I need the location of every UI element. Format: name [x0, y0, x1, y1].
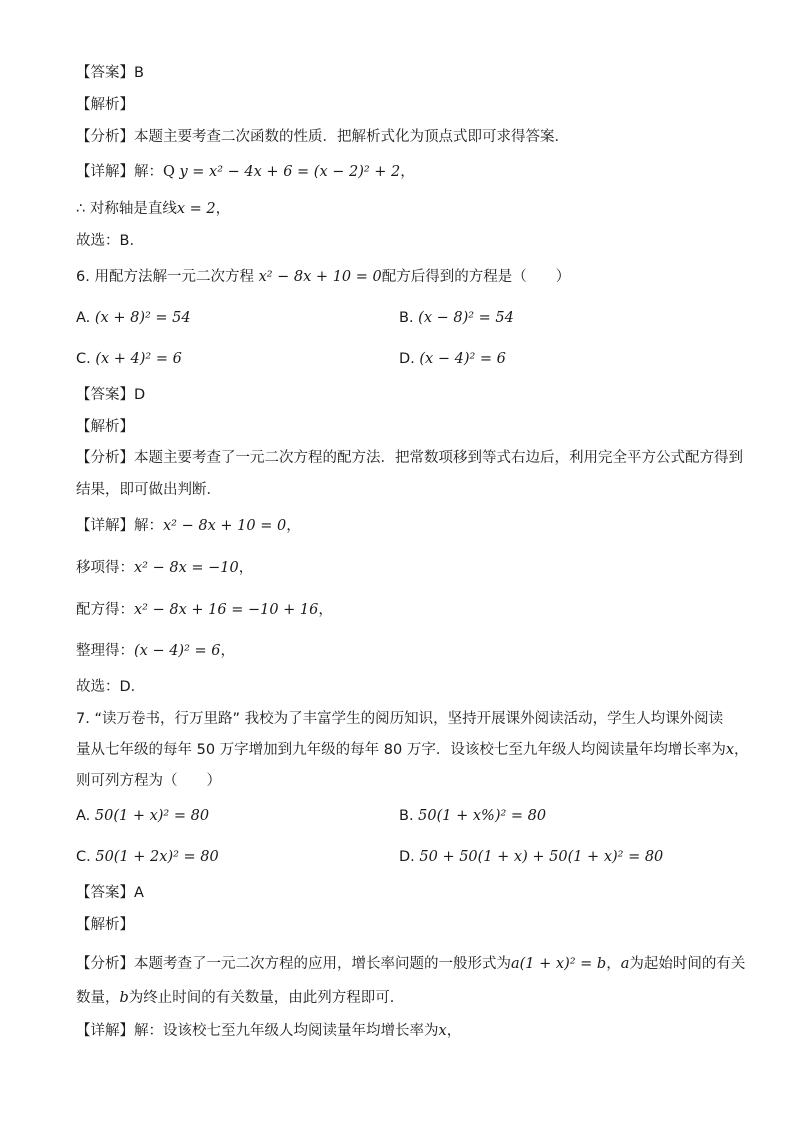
q6-option-d — [399, 349, 506, 369]
option-label: C. — [76, 849, 91, 865]
q7-analysis-line-1 — [76, 954, 745, 974]
q7-detail-line — [76, 1021, 461, 1041]
q7-analysis-text-1b: ， — [606, 956, 621, 972]
q7-detail-var: x — [438, 1023, 447, 1039]
q5-choice: 故选：B． — [76, 233, 144, 249]
q6-step-2 — [76, 558, 253, 578]
option-label: B. — [399, 310, 414, 326]
q7-analysis-text-1a: 【分析】本题考查了一元二次方程的应用，增长率问题的一般形式为 — [76, 956, 511, 972]
q7-option-d — [399, 847, 663, 867]
option-equation: (x + 4)² = 6 — [95, 351, 182, 367]
q5-answer: 【答案】B — [76, 65, 144, 81]
q6-step-4 — [76, 641, 235, 661]
option-label: B. — [399, 808, 414, 824]
q7-analysis-formula: a(1 + x)² = b — [511, 956, 607, 972]
step-label: 配方得： — [76, 602, 134, 618]
q7-stem-2-var: x — [725, 742, 735, 758]
step-label: 整理得： — [76, 643, 134, 659]
q7-stem-2-text: 量从七年级的每年 50 万字增加到九年级的每年 80 万字．设该校七至九年级人均阅读量年均增长率为 — [76, 742, 726, 758]
q7-option-a — [76, 806, 209, 826]
q7-detail-text: 【详解】解：设该校七至九年级人均阅读量年均增长率为 — [76, 1023, 439, 1039]
q5-axis-tail: ， — [215, 201, 231, 217]
q6-analysis-heading: 【解析】 — [76, 419, 134, 435]
q7-option-c — [76, 847, 219, 867]
option-label: A. — [76, 808, 91, 824]
option-equation: 50(1 + x%)² = 80 — [418, 808, 547, 824]
step-equation: (x − 4)² = 6 — [134, 643, 221, 659]
q6-stem-equation: x² − 8x + 10 = 0 — [258, 269, 382, 285]
q7-stem-1: 7. “读万卷书，行万里路” 我校为了丰富学生的阅历知识，坚持开展课外阅读活动，学生人均课外阅读 — [76, 711, 724, 727]
q7-stem-2-tail: ， — [734, 742, 749, 758]
q5-detail-equation: y = x² − 4x + 6 = (x − 2)² + 2 — [179, 164, 401, 180]
q5-axis-line — [76, 199, 230, 219]
step-tail: ， — [238, 560, 254, 576]
q5-axis-prefix: ∴ 对称轴是直线 — [76, 201, 177, 217]
q6-analysis-text-2: 结果，即可做出判断． — [76, 482, 221, 498]
q7-analysis-text-1c: 为起始时间的有关 — [629, 956, 746, 972]
q6-stem — [76, 267, 570, 287]
q6-option-b — [399, 308, 514, 328]
q5-analysis-heading: 【解析】 — [76, 97, 134, 113]
step-equation: x² − 8x + 10 = 0 — [163, 518, 287, 534]
q5-detail-tail: ， — [400, 164, 415, 180]
step-tail: ， — [286, 518, 301, 534]
option-equation: 50 + 50(1 + x) + 50(1 + x)² = 80 — [419, 849, 664, 865]
q5-detail — [76, 162, 415, 182]
q6-stem-prefix: 6. 用配方法解一元二次方程 — [76, 269, 254, 285]
q7-answer: 【答案】A — [76, 885, 144, 901]
step-label: 移项得： — [76, 560, 134, 576]
option-equation: (x − 4)² = 6 — [419, 351, 506, 367]
q7-analysis-var-a: a — [620, 956, 630, 972]
step-equation: x² − 8x = −10 — [134, 560, 239, 576]
q7-analysis-text-2a: 数量， — [76, 990, 120, 1006]
q6-option-c — [76, 349, 182, 369]
q7-analysis-line-2 — [76, 988, 404, 1008]
option-label: A. — [76, 310, 91, 326]
option-equation: 50(1 + x)² = 80 — [94, 808, 210, 824]
option-equation: (x − 8)² = 54 — [418, 310, 514, 326]
q7-stem-2 — [76, 740, 749, 760]
q5-detail-label: 【详解】解： — [76, 164, 163, 180]
q6-option-a — [76, 308, 191, 328]
step-tail: ， — [318, 602, 333, 618]
q7-analysis-heading: 【解析】 — [76, 917, 134, 933]
q7-option-b — [399, 806, 546, 826]
q6-analysis-text-1: 【分析】本题主要考查了一元二次方程的配方法．把常数项移到等式右边后，利用完全平方公式配方得到 — [76, 450, 743, 466]
q6-step-3 — [76, 600, 333, 620]
q6-step-1 — [76, 516, 301, 536]
q5-analysis-text: 【分析】本题主要考查二次函数的性质．把解析式化为顶点式即可求得答案． — [76, 129, 569, 145]
q5-detail-q: Q — [163, 164, 175, 180]
q7-detail-tail: ， — [446, 1023, 462, 1039]
option-label: D. — [399, 849, 415, 865]
q5-axis-equation: x = 2 — [176, 201, 216, 217]
option-label: C. — [76, 351, 91, 367]
q6-choice: 故选：D． — [76, 679, 146, 695]
q7-analysis-text-2b: 为终止时间的有关数量，由此列方程即可． — [128, 990, 405, 1006]
option-equation: 50(1 + 2x)² = 80 — [95, 849, 219, 865]
step-label: 【详解】解： — [76, 518, 163, 534]
q6-stem-suffix: 配方后得到的方程是（ ） — [381, 269, 571, 285]
q7-analysis-var-b: b — [119, 990, 129, 1006]
option-equation: (x + 8)² = 54 — [94, 310, 191, 326]
q7-stem-3: 则可列方程为（ ） — [76, 773, 221, 789]
step-equation: x² − 8x + 16 = −10 + 16 — [134, 602, 319, 618]
q6-answer: 【答案】D — [76, 387, 146, 403]
option-label: D. — [399, 351, 415, 367]
step-tail: ， — [220, 643, 235, 659]
